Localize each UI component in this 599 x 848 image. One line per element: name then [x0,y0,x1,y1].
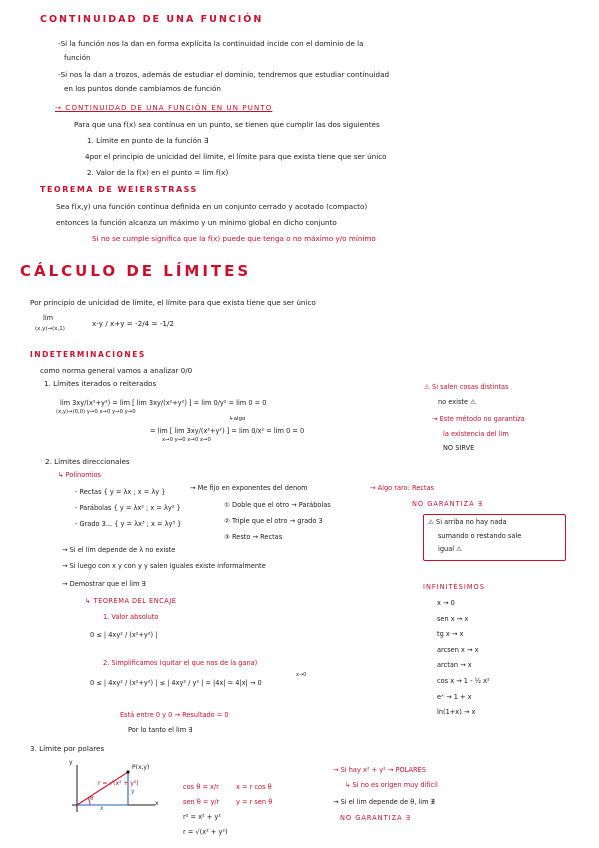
text-line: 1. Valor absoluto [103,613,159,621]
warning-note: ⚠ Si salen cosas distintas [424,383,509,391]
text-line: 1. Límite en punto de la función ∃ [87,136,209,145]
radius-line [77,772,128,805]
polar-label-theta: θ [90,796,94,802]
math-sen: sen θ = y/r [183,798,220,806]
text-line: como norma general vamos a analizar 0/0 [40,366,193,375]
math-grado3: - Grado 3... { y = λx³ ; x = λy³ } [75,520,182,528]
infinitesimo-item: eˣ → 1 + x [437,692,472,701]
text-line: NO GARANTIZA ∃ [340,814,411,822]
infinitesimo-item: sen x → x [437,614,469,623]
text-line: → Si el lim depende de θ, lim ∄ [333,798,435,806]
math-iterated-1-sub: (x,y)→(0,0) y→0 x→0 y→0 y→0 [56,409,136,415]
text-line: ① Doble que el otro → Parábolas [224,501,331,509]
text-line: ↳ Si no es origen muy difícil [345,781,438,789]
polar-axis-label-y: y [69,759,73,766]
math-iterated-2-sub: x→0 y→0 x→0 x→0 [162,437,211,443]
text-line: entonces la función alcanza un máximo y un mínimo global en dicho conjunto [56,218,337,227]
text-line: 1. Límites iterados o reiterados [44,379,157,388]
math-rectas: - Rectas { y = λx ; x = λy } [75,488,166,496]
math-expr: x-y / x+y = -2/4 = -1/2 [92,319,174,328]
text-line: → Demostrar que el lim ∃ [62,580,146,588]
text-line: → Algo raro: Rectas [370,484,434,492]
math-iterated-1: lim 3xy/(x²+y²) = lim [ lim 3xy/(x²+y²) ] = lim 0/y² = lim 0 = 0 [60,399,267,407]
math-y-eq: y = r sen θ [236,798,273,806]
warning-note: no existe ⚠ [438,398,477,406]
math-cos: cos θ = x/r [183,783,219,791]
math-valor-absoluto: 0 ≤ | 4xy² / (x²+y²) | [90,631,158,639]
infinitesimo-item: x → 0 [437,599,455,607]
section-title-continuidad: CONTINUIDAD DE UNA FUNCIÓN [40,14,264,25]
warning-note: → Este método no garantiza [432,415,525,423]
text-line: ↳ Polinomios [58,471,101,479]
math-lim-sub: (x,y)→(x,1) [35,326,65,332]
text-line: NO GARANTIZA ∃ [412,500,483,508]
math-note: ↳algo [229,416,246,422]
polar-label-x: x [100,805,104,812]
polar-label-y: y [131,788,135,795]
math-iterated-2: = lim [ lim 3xy/(x²+y²) ] = lim 0/x² = lim 0 = 0 [150,427,305,435]
text-line: 3. Límite por polares [30,744,105,753]
subsection-title-punto: → CONTINUIDAD DE UNA FUNCIÓN EN UN PUNTO [55,103,273,112]
polar-label-p: P(x,y) [132,764,150,771]
text-line: -Si nos la dan a trozos, además de estudiar el dominio, tendremos que estudiar continuidad [58,70,390,79]
subsection-title-infinitesimos: INFINITÉSIMOS [423,583,485,591]
infinitesimo-item: arctan → x [437,661,472,670]
math-x-eq: x = r cos θ [236,783,272,791]
point-p [126,770,129,773]
text-line: ③ Resto → Rectas [224,533,283,541]
warning-note: NO SIRVE [443,444,475,452]
text-line: -Si la función nos la dan en forma explícita la continuidad incide con el dominio de la [58,39,364,48]
warning-box-line: igual ⚠ [438,545,463,553]
polar-axis-label-x: x [155,800,159,807]
text-line: → Si hay x² + y² → POLARES [333,766,426,774]
warning-box-line: sumando o restando sale [438,532,522,540]
text-line: 2. Límites direccionales [45,457,130,466]
subsection-title-encaje: ↳ TEOREMA DEL ENCAJE [85,597,177,605]
warning-note: la existencia del lim [443,430,509,438]
infinitesimo-item: cos x → 1 - ½ x² [437,677,490,685]
subsection-title-indeterminaciones: INDETERMINACIONES [30,350,146,359]
infinitesimo-item: arcsen x → x [437,645,479,654]
text-line: Por lo tanto el lim ∃ [128,726,193,734]
text-line: Para que una f(x) sea contínua en un punto, se tienen que cumplir las dos siguientes [74,120,380,129]
warning-box-line: ⚠ Si arriba no hay nada [428,518,507,526]
text-line: 4por el principio de unicidad del límite, el límite para que exista tiene que ser único [85,152,387,161]
math-parabolas: - Parábolas { y = λx² ; x = λy² } [75,504,181,512]
text-line: ② Triple que el otro → grado 3 [224,517,323,525]
text-line: función [64,53,91,62]
text-line: Si no se cumple significa que la f(x) puede que tenga o no máximo y/o mínimo [92,234,376,243]
text-line: Sea f(x,y) una función contínua definida en un conjunto cerrado y acotado (compacto) [56,202,368,211]
math-r2: r² = x² + y² [183,813,221,821]
subsection-title-weierstrass: TEOREMA DE WEIERSTRASS [40,185,198,194]
section-title-calculo: CÁLCULO DE LÍMITES [20,262,252,280]
infinitesimo-item: tg x → x [437,630,464,639]
math-lim: lim [43,314,54,322]
text-line: Está entre 0 y 0 → Resultado = 0 [120,711,229,719]
text-line: 2. Simplificamos (quitar el que nos de la gana) [103,659,258,667]
text-line: Por principio de unicidad de límite, el límite para que exista tiene que ser único [30,298,316,307]
infinitesimo-item: ln(1+x) → x [437,708,476,717]
text-line: → Si el lim depende de λ no existe [62,546,176,554]
text-line: 2. Valor de la f(x) en el punto = lim f(x) [87,168,229,177]
text-line: → Si luego con x y con y y salen iguales existe informalmente [62,562,266,570]
math-r: r = √(x² + y²) [183,828,228,836]
polar-label-r: r = √(x² + y²) [98,780,139,787]
text-line: → Me fijo en exponentes del denom [190,484,308,492]
math-simplificado: 0 ≤ | 4xy² / (x²+y²) | ≤ | 4xy² / y² | = |4x| = 4|x| → 0 [90,679,262,687]
text-line: en los puntos donde cambiamos de función [64,84,221,93]
math-sub: x→0 [296,672,307,678]
